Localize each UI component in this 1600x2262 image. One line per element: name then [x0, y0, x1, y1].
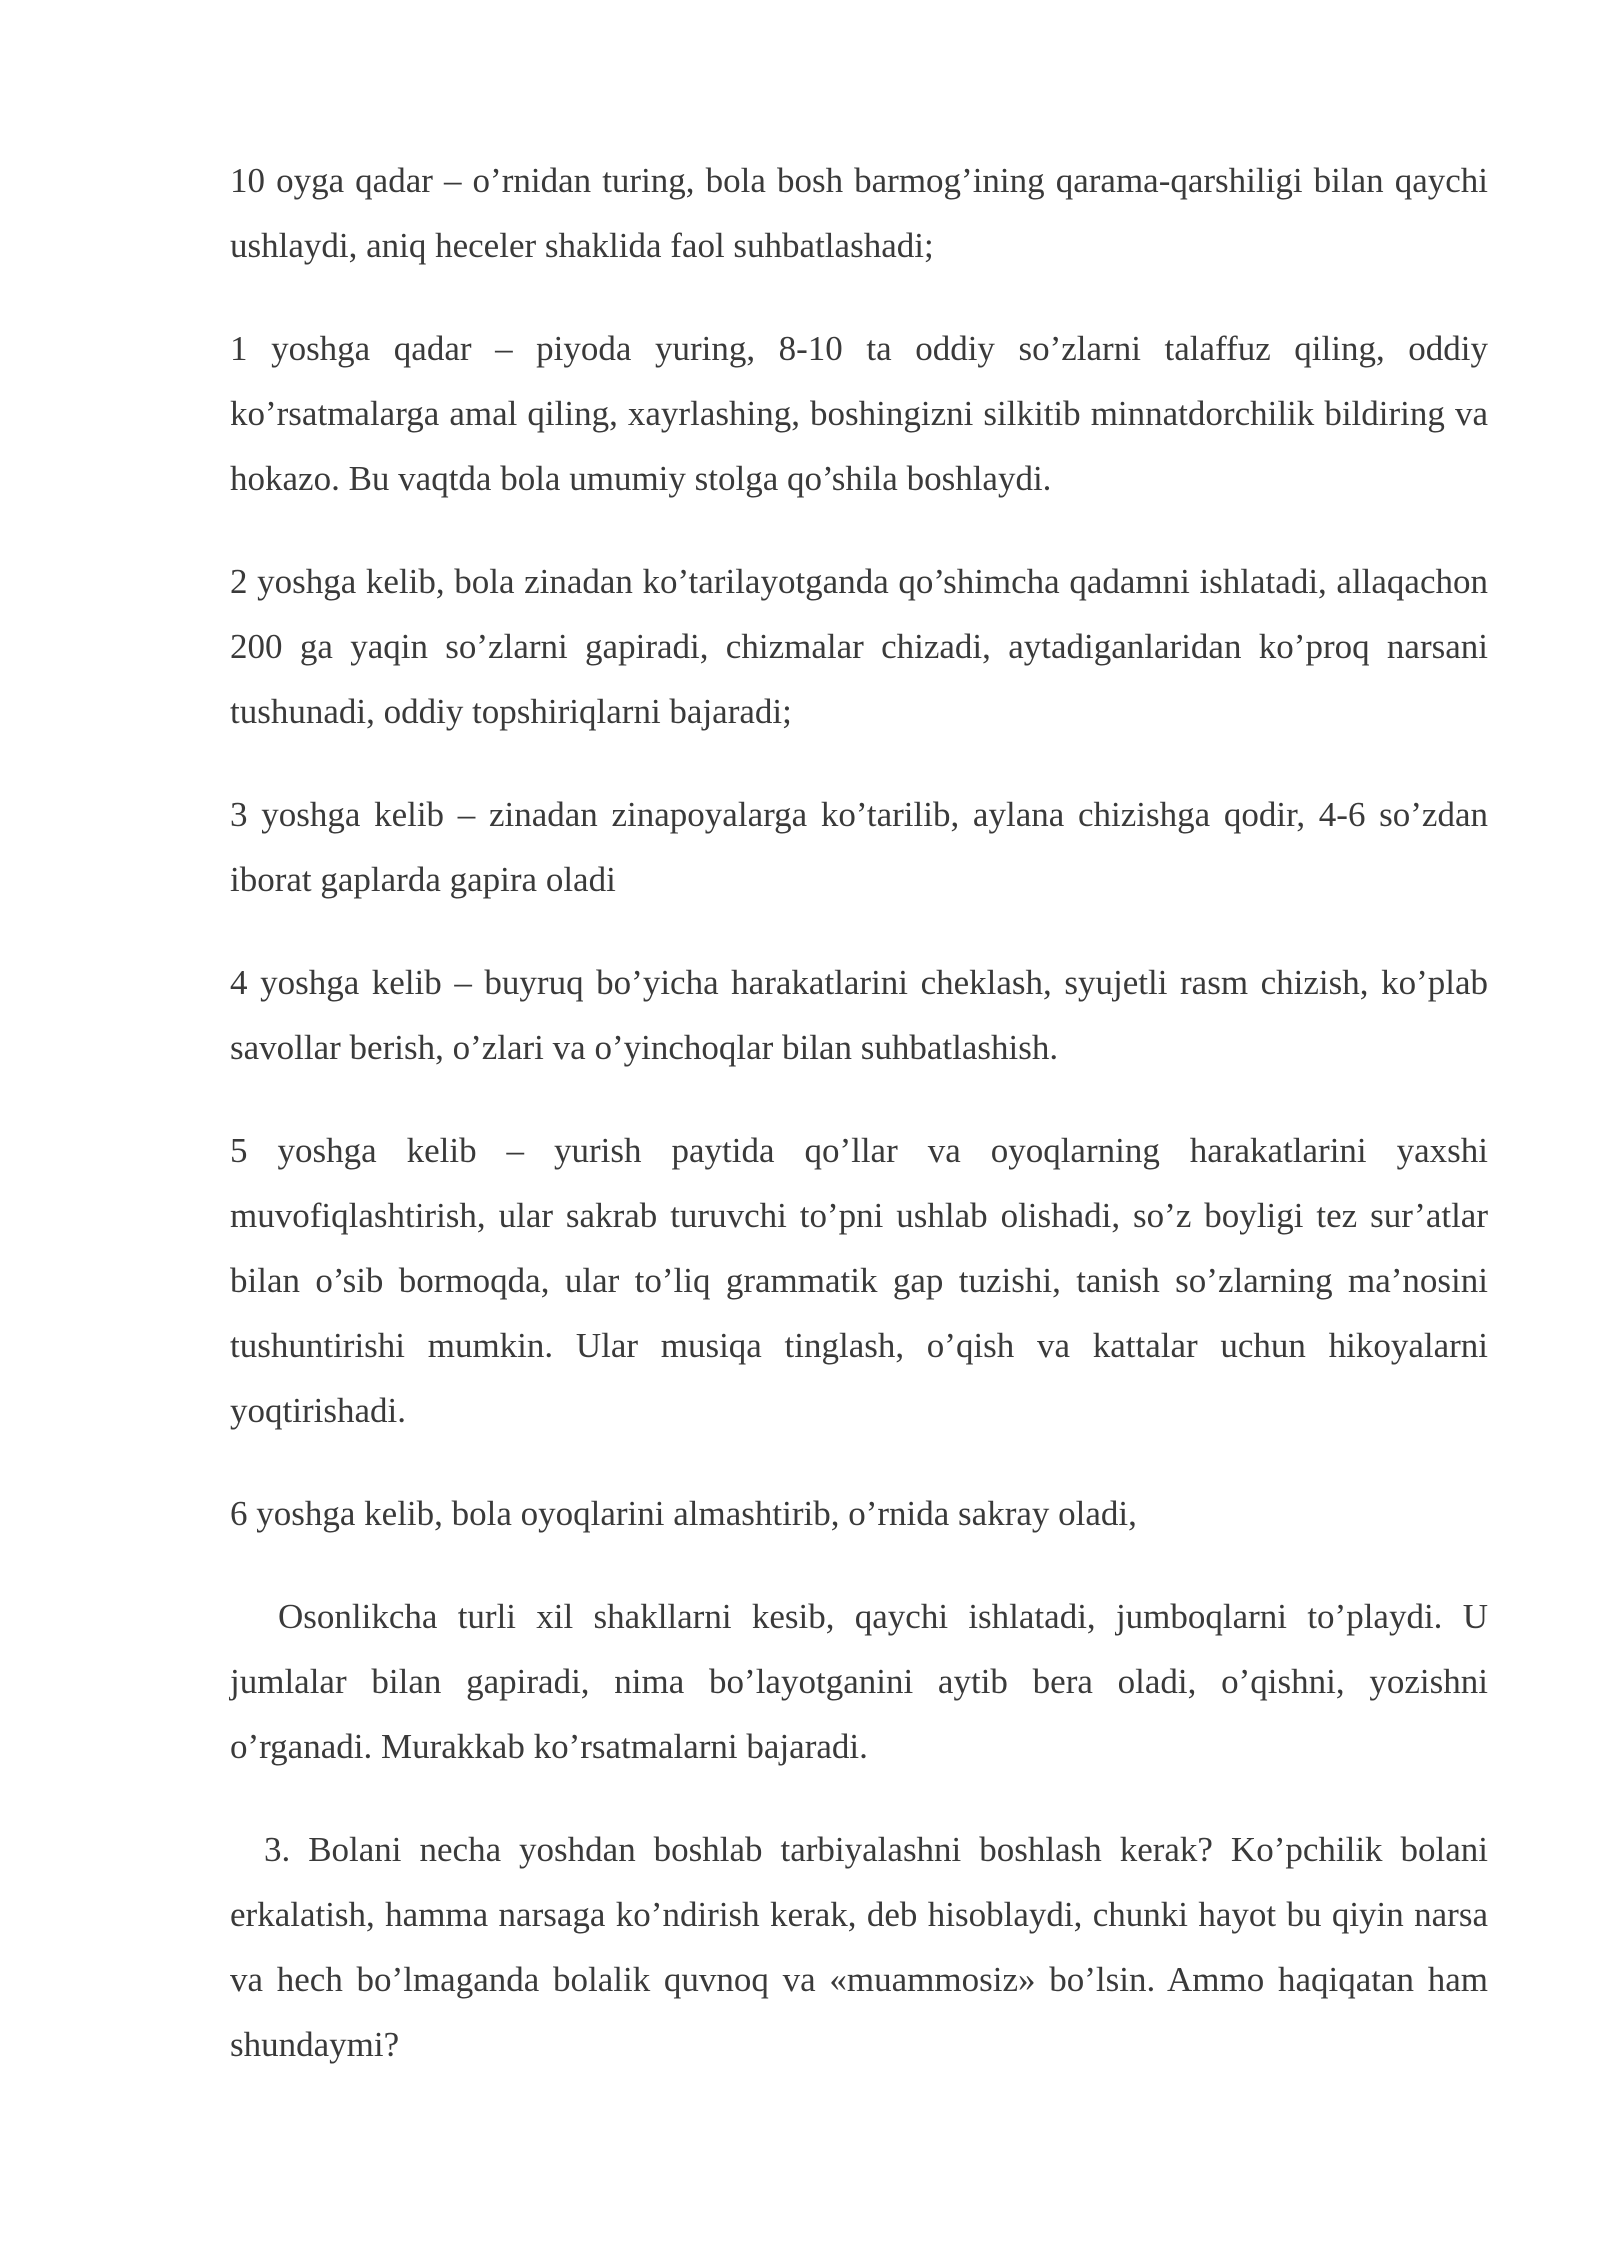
paragraph-1-year: 1 yoshga qadar – piyoda yuring, 8-10 ta oddiy so’zlarni talaffuz qiling, oddiy ko’rsatmalarga amal qiling, xayrlashing, boshingizni silkitib minnatdorchilik bildiring va hokazo. Bu vaqtda bola umumiy stolga qo’shila boshlaydi. — [230, 329, 1488, 498]
paragraph-5-years: 5 yoshga kelib – yurish paytida qo’llar va oyoqlarning harakatlarini yaxshi muvofiqlashtirish, ular sakrab turuvchi to’pni ushlab olishadi, so’z boyligi tez sur’atlar bilan o’sib bormoqda, ular to’liq grammatik gap tuzishi, tanish so’zlarning ma’nosini tushuntirishi mumkin. Ular musiqa tinglash, o’qish va kattalar uchun hikoyalarni yoqtirishadi. — [230, 1131, 1488, 1430]
paragraph-3-years: 3 yoshga kelib – zinadan zinapoyalarga ko’tarilib, aylana chizishga qodir, 4-6 so’zdan iborat gaplarda gapira oladi — [230, 795, 1488, 899]
document-page — [230, 148, 1488, 2115]
paragraph-4-years: 4 yoshga kelib – buyruq bo’yicha harakatlarini cheklash, syujetli rasm chizish, ko’plab savollar berish, o’zlari va o’yinchoqlar bilan suhbatlashish. — [230, 963, 1488, 1067]
paragraph-6-years: 6 yoshga kelib, bola oyoqlarini almashtirib, o’rnida sakray oladi, — [230, 1494, 1137, 1533]
paragraph-2-years: 2 yoshga kelib, bola zinadan ko’tarilayotganda qo’shimcha qadamni ishlatadi, allaqachon 200 ga yaqin so’zlarni gapiradi, chizmalar chizadi, aytadiganlaridan ko’proq narsani tushunadi, oddiy topshiriqlarni bajaradi; — [230, 562, 1488, 731]
paragraph-10-months: 10 oyga qadar – o’rnidan turing, bola bosh barmog’ining qarama-qarshiligi bilan qaychi ushlaydi, aniq heceler shaklida faol suhbatlashadi; — [230, 161, 1488, 265]
paragraph-question-3: 3. Bolani necha yoshdan boshlab tarbiyalashni boshlash kerak? Ko’pchilik bolani erkalatish, hamma narsaga ko’ndirish kerak, deb hisoblaydi, chunki hayot bu qiyin narsa va hech bo’lmaganda bolalik quvnoq va «muammosiz» bo’lsin. Ammo haqiqatan ham shundaymi? — [230, 1830, 1488, 2064]
paragraph-6-years-continued: Osonlikcha turli xil shakllarni kesib, qaychi ishlatadi, jumboqlarni to’playdi. U jumlalar bilan gapiradi, nima bo’layotganini aytib bera oladi, o’qishni, yozishni o’rganadi. Murakkab ko’rsatmalarni bajaradi. — [230, 1597, 1488, 1766]
